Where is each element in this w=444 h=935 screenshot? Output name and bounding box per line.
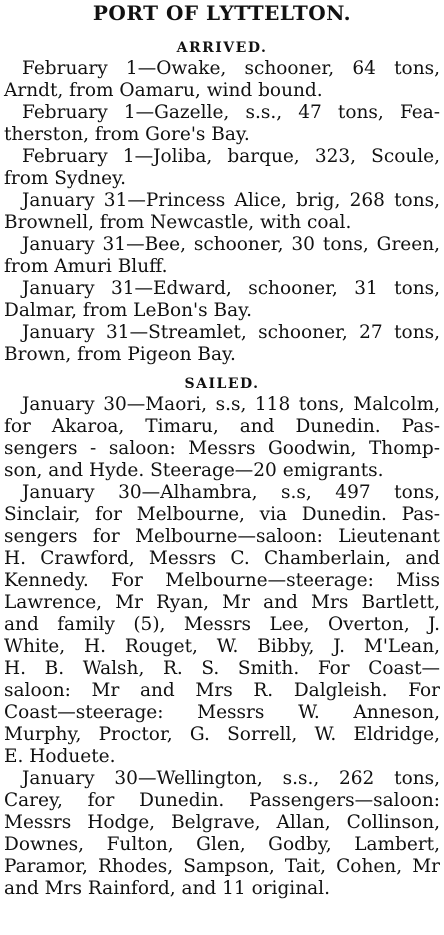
entry-line: January 31—Princess Alice, brig, 268 tons, — [22, 190, 440, 211]
entry-line: Brown, from Pigeon Bay. — [4, 344, 236, 365]
entry-line: February 1—Gazelle, s.s., 47 tons, Fea- — [22, 102, 440, 123]
entry-line: Lawrence, Mr Ryan, Mr and Mrs Bartlett, — [4, 592, 440, 613]
entry-line: Murphy, Proctor, G. Sorrell, W. Eldridge, — [4, 724, 440, 745]
sailed-entry — [4, 482, 440, 768]
arrived-entry — [4, 190, 440, 234]
entry-line: H. Crawford, Messrs C. Chamberlain, and — [4, 548, 440, 569]
entry-line: January 30—Alhambra, s.s, 497 tons, — [22, 482, 440, 503]
entry-line: January 31—Edward, schooner, 31 tons, — [22, 278, 440, 299]
entry-line: therston, from Gore's Bay. — [4, 124, 250, 145]
entry-line: Arndt, from Oamaru, wind bound. — [4, 80, 323, 101]
entry-line: Kennedy. For Melbourne—steerage: Miss — [4, 570, 440, 591]
entry-line: January 31—Streamlet, schooner, 27 tons, — [22, 322, 440, 343]
entry-line: E. Hoduete. — [4, 746, 116, 767]
entry-line: Paramor, Rhodes, Sampson, Tait, Cohen, Mr — [4, 856, 440, 877]
entry-line: from Sydney. — [4, 168, 126, 189]
sailed-entry — [4, 768, 440, 900]
entry-line: Carey, for Dunedin. Passengers—saloon: — [4, 790, 440, 811]
spacer — [4, 28, 440, 38]
arrived-entry — [4, 102, 440, 146]
entry-line: sengers for Melbourne—saloon: Lieutenant — [4, 526, 440, 547]
entry-line: January 31—Bee, schooner, 30 tons, Green, — [22, 234, 440, 255]
sailed-heading: SAILED. — [184, 376, 260, 392]
entry-line: Messrs Hodge, Belgrave, Allan, Collinson, — [4, 812, 440, 833]
arrived-entry — [4, 278, 440, 322]
entry-line: saloon: Mr and Mrs R. Dalgleish. For — [4, 680, 440, 701]
entry-line: and family (5), Messrs Lee, Overton, J. — [4, 614, 440, 635]
entry-line: February 1—Owake, schooner, 64 tons, — [22, 58, 440, 79]
entry-line: from Amuri Bluff. — [4, 256, 168, 277]
entry-line: sengers - saloon: Messrs Goodwin, Thomp- — [4, 438, 440, 459]
entry-line: for Akaroa, Timaru, and Dunedin. Pas- — [4, 416, 440, 437]
entry-line: February 1—Joliba, barque, 323, Scoule, — [22, 146, 440, 167]
entry-line: Downes, Fulton, Glen, Godby, Lambert, — [4, 834, 440, 855]
arrived-entry — [4, 322, 440, 366]
entry-line: son, and Hyde. Steerage—20 emigrants. — [4, 460, 384, 481]
entry-line: January 30—Wellington, s.s., 262 tons, — [22, 768, 440, 789]
entry-line: H. B. Walsh, R. S. Smith. For Coast— — [4, 658, 440, 679]
sailed-list — [4, 394, 440, 900]
spacer — [4, 366, 440, 374]
entry-line: Brownell, from Newcastle, with coal. — [4, 212, 352, 233]
entry-line: January 30—Maori, s.s, 118 tons, Malcolm, — [22, 394, 440, 415]
arrived-entry — [4, 234, 440, 278]
entry-line: Dalmar, from LeBon's Bay. — [4, 300, 253, 321]
arrived-heading: ARRIVED. — [176, 40, 268, 56]
entry-line: Sinclair, for Melbourne, via Dunedin. Pas- — [4, 504, 440, 525]
arrived-entry — [4, 58, 440, 102]
page-title: PORT OF LYTTELTON. — [92, 1, 352, 25]
entry-line: Coast—steerage: Messrs W. Anneson, — [4, 702, 440, 723]
entry-line: White, H. Rouget, W. Bibby, J. M'Lean, — [4, 636, 440, 657]
arrived-entry — [4, 146, 440, 190]
arrived-list — [4, 58, 440, 366]
entry-line: and Mrs Rainford, and 11 original. — [4, 878, 330, 899]
sailed-entry — [4, 394, 440, 482]
